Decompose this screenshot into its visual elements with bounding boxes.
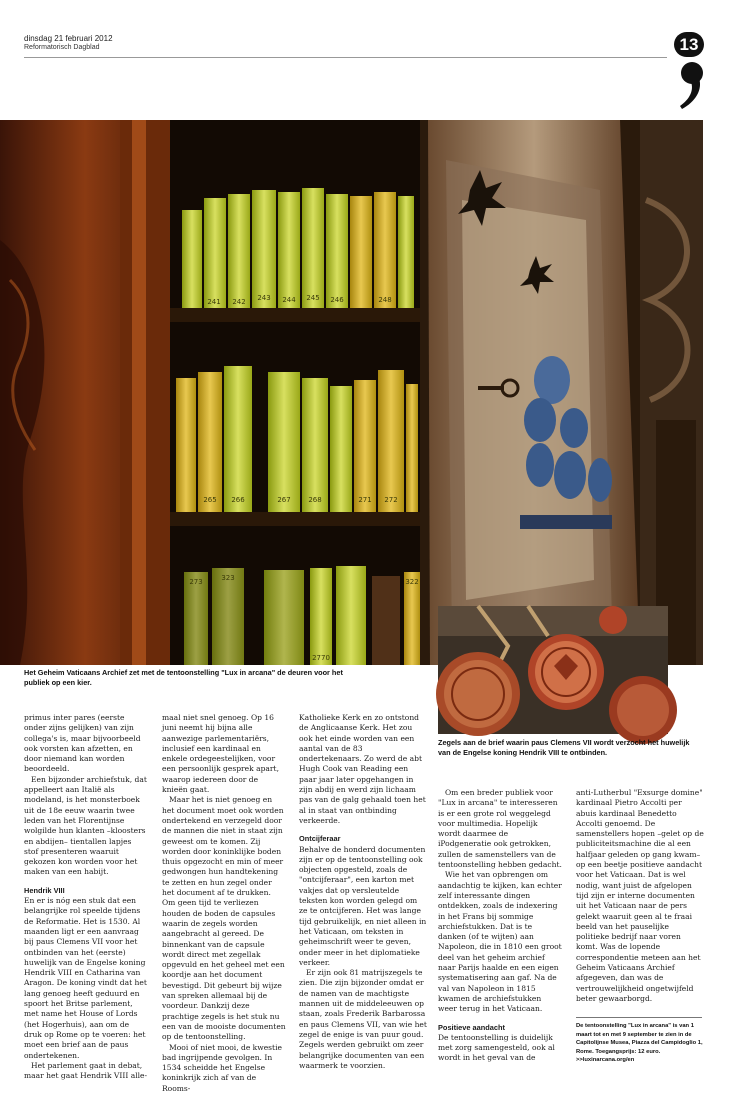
article-column-4 — [438, 788, 562, 1064]
seals-photo-caption: Zegels aan de brief waarin paus Clemens VII wordt verzocht het huwelijk van de Engelse koning Hendrik VIII te ontbinden. — [438, 738, 690, 758]
article-paragraph: En er is nóg een stuk dat een belangrijke rol speelde tijdens de Reformatie. Het is 1530. Al maanden ligt er een aanvraag bij paus Clemens VII voor het ontbinden van het (eerste) huwelijk van de Engelse koning Hendrik VIII en Catharina van Aragon. De koning vindt dat het lang genoeg heeft geduurd en spoort het Britse parlement, met name het House of Lords (het Hogerhuis), aan om de druk op Rome op te voeren: het moet een brief aan de paus ondertekenen. — [24, 896, 147, 1060]
article-paragraph: primus inter pares (eerste onder zijns gelijken) van zijn collega's is, maar bijvoorbeeld ook vorsten kan afzetten, en door niemand kan worden beoordeeld. — [24, 713, 141, 774]
spine-number: 2770 — [312, 654, 330, 662]
spine-number: 244 — [282, 296, 296, 304]
newspaper-name: Reformatorisch Dagblad — [24, 44, 100, 51]
comma-ornament — [679, 62, 705, 110]
article-paragraph: Katholieke Kerk en zo ontstond de Anglicaanse Kerk. Het zou ook het einde worden van een aantal van de 83 ondertekenaars. Zo werd de abt Hugh Cook van Reading een paar jaar later opgehangen in zijn abdij en werd zijn lichaam pas van de galg gehaald toen het al in staat van ontbinding verkeerde. — [299, 713, 426, 825]
article-paragraph: Mooi of niet mooi, de kwestie bad ingrijpende gevolgen. In 1534 scheidde het Engelse koninkrijk zich af van de Rooms- — [162, 1042, 282, 1093]
spine-number: 241 — [207, 298, 221, 306]
spine-number: 246 — [330, 296, 344, 304]
spine-number: 266 — [231, 496, 245, 504]
article-paragraph: Om een breder publiek voor "Lux in arcana" te interesseren is er een grote rol weggelegd voor multimedia. Hopelijk wordt daarmee de iPodgeneratie ook getrokken, zullen de samenstellers van de tentoonstelling hebben gedacht. — [438, 788, 562, 870]
spine-number: 248 — [378, 296, 392, 304]
spine-number: 323 — [221, 574, 235, 582]
article-column-1 — [24, 713, 148, 1081]
subheading: Hendrik VIII — [24, 885, 65, 895]
exhibition-website-link[interactable]: >>luxinarcana.org/en — [576, 1057, 635, 1064]
article-paragraph: maal niet snel genoeg. Op 16 juni neemt hij bijna alle aanwezige parlementariërs, inclusief een kardinaal en enkele ordegeestelijken, voor een persoonlijk gesprek apart, waarop iedereen door de knieën gaat. — [162, 713, 279, 795]
spine-number: 271 — [358, 496, 372, 504]
article-paragraph: Er zijn ook 81 matrijszegels te zien. Die zijn bijzonder omdat er de namen van de machtigste mannen uit de middeleeuwen op staan, zoals Frederik Barbarossa en paus Clemens VII, van wie het zegel de enige is van puur goud. Zegels werden gebruikt om zeer belangrijke documenten van een waarmerk te voorzien. — [299, 968, 427, 1070]
spine-number: 322 — [405, 578, 419, 586]
spine-number: 273 — [189, 578, 203, 586]
exhibition-info-text: De tentoonstelling "Lux in arcana" is van 1 maart tot en met 9 september te zien in de Capitolijnse Musea, Piazza del Campidoglio 1, Rome. Toegangsprijs: 12 euro. — [576, 1023, 703, 1055]
seals-photo — [438, 606, 668, 734]
spine-number: 245 — [306, 294, 320, 302]
article-paragraph: Behalve de honderd documenten zijn er op de tentoonstelling ook objecten opgesteld, zoals de "ontcijferaar", een karton met vakjes dat op versleutelde teksten kon worden gelegd om ze te ontcijferen. Het was lange tijd gebruikelijk, en niet alleen in het Vaticaan, om teksten in geheimschrift weer te geven, onder meer in het diplomatieke verkeer. — [299, 844, 427, 967]
exhibition-info-box — [576, 1022, 704, 1065]
spine-number: 265 — [203, 496, 217, 504]
article-column-2 — [162, 713, 286, 1094]
article-paragraph: Wie het van opbrengen om aandachtig te kijken, kan echter zelf interessante dingen ontdekken, zoals de indexering in het Frans bij sommige archiefstukken. Dat is te danken (of te wijten) aan Napoleon, die in 1810 een groot deel van het geheim archief naar Parijs haalde en een eigen systematisering aan gaf. Na de val van Napoleon in 1815 kwamen de archiefstukken weer terug in het Vaticaan. — [438, 870, 562, 1014]
spine-number: 268 — [308, 496, 322, 504]
info-box-rule — [576, 1017, 702, 1018]
header-rule — [24, 57, 667, 58]
article-paragraph: Een bijzonder archiefstuk, dat appelleert aan Italië als modeland, is het monsterboek uit de 18e eeuw waarin twee leden van het Florentijnse wolgilde hun klanten –kloosters en abdijen– tientallen lapjes stof presenteren waaruit gekozen kon worden voor het maken van een habijt. — [24, 774, 147, 877]
spine-number: 267 — [277, 496, 291, 504]
page-number: 13 — [674, 32, 704, 57]
main-photo-caption: Het Geheim Vaticaans Archief zet met de tentoonstelling "Lux in arcana" de deuren voor het publiek op een kier. — [24, 668, 343, 688]
article-paragraph: De tentoonstelling is duidelijk met zorg samengesteld, ook al wordt in het geval van de — [438, 1032, 555, 1063]
article-column-3 — [299, 713, 427, 1071]
article-paragraph: Het parlement gaat in debat, maar het gaat Hendrik VIII alle- — [24, 1060, 148, 1081]
spine-number: 243 — [257, 294, 271, 302]
subheading: Positieve aandacht — [438, 1022, 505, 1032]
spine-number: 242 — [232, 298, 246, 306]
spine-number: 272 — [384, 496, 398, 504]
article-column-5 — [576, 788, 704, 1004]
article-paragraph: anti-Lutherbul "Exsurge domine" kardinaal Pietro Accolti per abuis kardinaal Benedetto Accolti genoemd. De samenstellers hopen –gelet op de publiciteitsmachine die al een halfjaar geleden op gang kwam– op een beetje positieve aandacht voor het Vaticaan. Dat is wel nodig, want juist de afgelopen tijd zijn er interne documenten uit het Vaticaan naar de pers gelekt waaruit geen al te fraai beeld van het pauselijke politieke bedrijf naar voren komt. Was de lopende correspondentie meteen aan het Geheim Vaticaans Archief afgegeven, dan was de vertrouwelijkheid ongetwijfeld beter gewaarborgd. — [576, 788, 704, 1003]
publication-date: dinsdag 21 februari 2012 — [24, 34, 113, 43]
archive-illustration — [0, 120, 703, 665]
subheading: Ontcijferaar — [299, 834, 341, 844]
wax-seals-illustration — [438, 606, 668, 734]
article-paragraph: Maar het is niet genoeg en het document moet ook worden ondertekend en verzegeld door de mannen die niet in staat zijn geweest om te komen. Zij worden door koninklijke boden thuis opgezocht en min of meer gedwongen hun handtekening te zetten en hun zegel onder het document af te drukken. Om geen tijd te verliezen houden de boden de capsules waarin de zegels worden aangebracht al gereed. De binnenkant van de capsule wordt direct met zegellak opgevuld en het geheel met een koordje aan het document bevestigd. Dit gebeurt bij wijze van spreken allemaal bij de voordeur. Dankzij deze prachtige zegels is het stuk nu een van de mooiste documenten op de tentoonstelling. — [162, 795, 286, 1042]
archive-photo — [0, 120, 703, 665]
